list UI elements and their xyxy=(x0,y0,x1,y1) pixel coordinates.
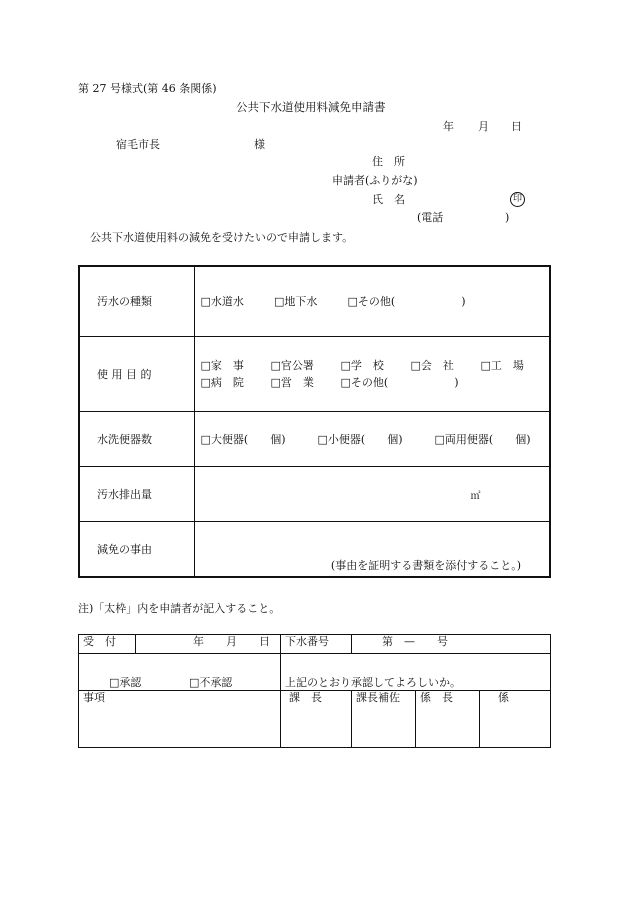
form-number: 第 27 号様式(第 46 条関係) xyxy=(78,82,217,95)
unit-label: ㎡ xyxy=(470,490,481,502)
checkbox-option[interactable]: □ その他( ) xyxy=(341,374,459,391)
date-year: 年 xyxy=(443,120,454,133)
checkbox-option[interactable]: □ 営 業 xyxy=(271,374,341,391)
section-chief-label: 係 長 xyxy=(416,691,480,748)
request-text: 公共下水道使用料の減免を受けたいので申請します。 xyxy=(90,231,354,244)
footnote: 注)「太枠」内を申請者が記入すること。 xyxy=(78,602,281,615)
checkbox-option[interactable]: □ 会 社 xyxy=(411,357,481,374)
checkbox-option[interactable]: □ 両用便器( 個) xyxy=(435,431,531,447)
form-row-discharge-volume xyxy=(79,466,550,521)
sewer-number-value: 第 — 号 xyxy=(352,635,551,654)
staff-label: 係 xyxy=(480,691,551,748)
checkbox-option[interactable]: □ 病 院 xyxy=(201,374,271,391)
checkbox-option[interactable]: □ 水道水 xyxy=(201,293,271,309)
approve-checkbox[interactable]: □ 承認 xyxy=(109,676,189,690)
name-label: 氏 名 xyxy=(372,193,405,206)
checkbox-option[interactable]: □ 小便器( 個) xyxy=(318,431,435,447)
application-form-table xyxy=(78,265,551,578)
approval-text: 上記のとおり承認してよろしいか。 xyxy=(281,654,551,691)
checkbox-option[interactable]: □ 学 校 xyxy=(341,357,411,374)
row-label: 減免の事由 xyxy=(79,521,194,577)
address-label: 住 所 xyxy=(372,155,405,168)
row-label: 汚水の種類 xyxy=(79,266,194,336)
form-row-usage-purpose xyxy=(79,336,550,411)
row-label: 汚水排出量 xyxy=(79,466,194,521)
deputy-chief-label: 課長補佐 xyxy=(352,691,416,748)
checkbox-option[interactable]: □ 地下水 xyxy=(274,293,344,309)
checkbox-option[interactable]: □ 家 事 xyxy=(201,357,271,374)
checkbox-option[interactable]: □ 大便器( 個) xyxy=(201,431,318,447)
office-use-table xyxy=(78,634,551,748)
disapprove-checkbox[interactable]: □ 不承認 xyxy=(189,676,232,690)
received-date: 年 月 日 xyxy=(136,635,281,654)
row-label: 水洗便器数 xyxy=(79,411,194,466)
honorific: 様 xyxy=(254,138,265,151)
phone-close: ) xyxy=(505,211,510,224)
applicant-label: 申請者(ふりがな) xyxy=(332,174,418,187)
page-title: 公共下水道使用料減免申請書 xyxy=(236,100,386,114)
row-label: 使 用 目 的 xyxy=(79,336,194,411)
form-row-toilet-count xyxy=(79,411,550,466)
received-label: 受 付 xyxy=(79,635,136,654)
phone-label: (電話 xyxy=(417,211,444,224)
checkbox-option[interactable]: □ 官公署 xyxy=(271,357,341,374)
form-row-sewage-type xyxy=(79,266,550,336)
addressee: 宿毛市長 xyxy=(116,138,160,151)
checkbox-option[interactable]: □ その他( ) xyxy=(348,293,466,309)
date-day: 日 xyxy=(511,120,522,133)
chief-label: 課 長 xyxy=(281,691,352,748)
date-month: 月 xyxy=(478,120,489,133)
matters-label: 事項 xyxy=(79,691,281,748)
form-row-exemption-reason xyxy=(79,521,550,577)
sewer-number-label: 下水番号 xyxy=(281,635,352,654)
reason-note: (事由を証明する書類を添付すること。) xyxy=(330,559,521,572)
seal-mark: 印 xyxy=(510,192,525,207)
checkbox-option[interactable]: □ 工 場 xyxy=(481,357,524,374)
